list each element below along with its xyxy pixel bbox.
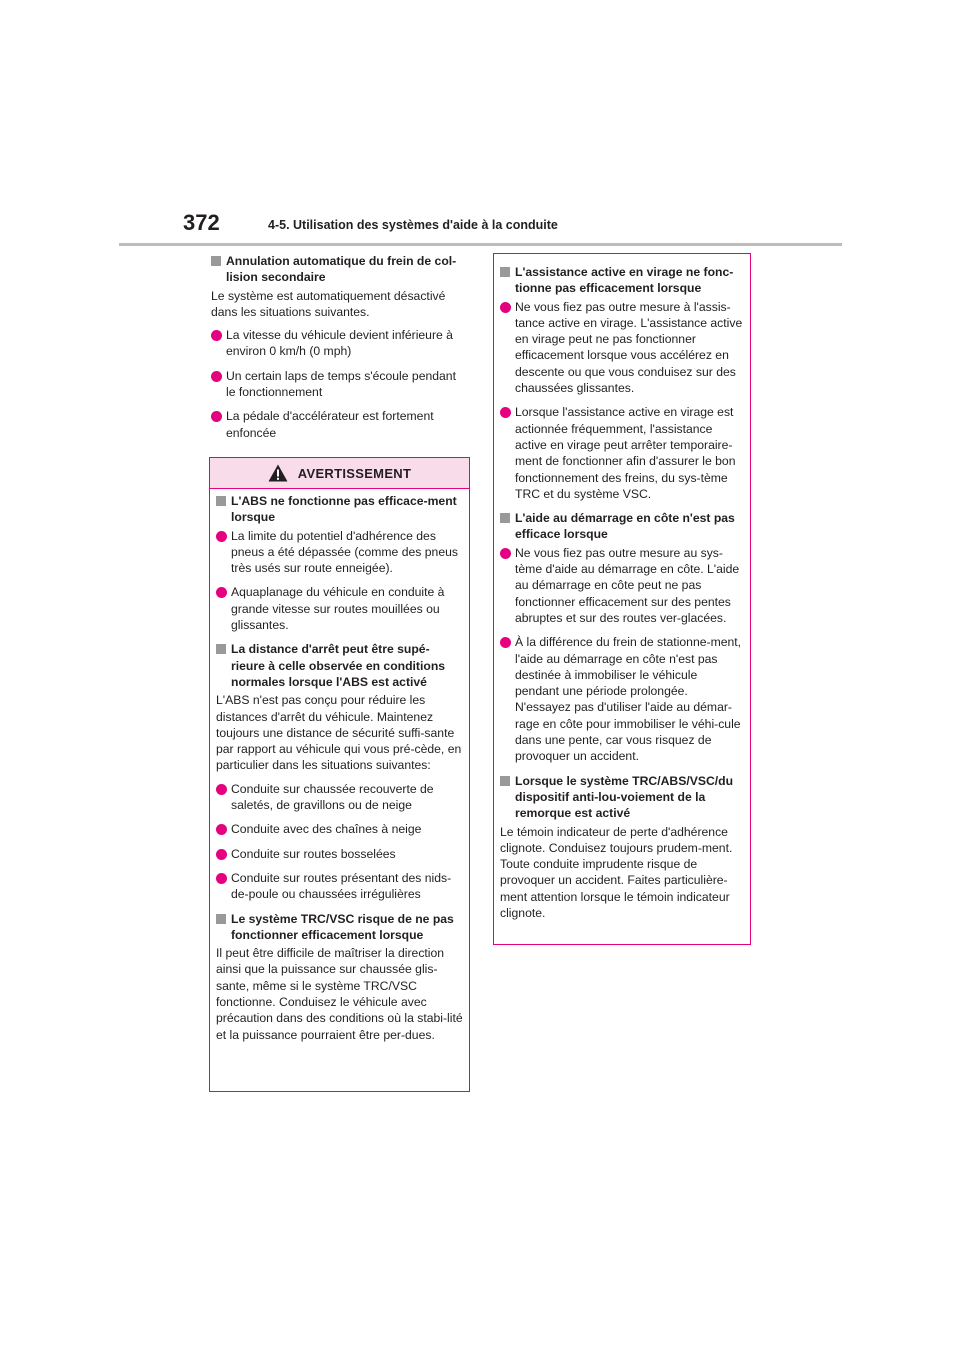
square-bullet-icon (216, 911, 231, 944)
section-heading: L'assistance active en virage ne fonc-tionne pas efficacement lorsque (500, 264, 744, 297)
list-item: Conduite sur routes présentant des nids-de-poule ou chaussées irrégulières (216, 870, 463, 903)
square-bullet-icon (216, 493, 231, 526)
circle-bullet-icon (216, 528, 231, 577)
paragraph: Il peut être difficile de maîtriser la direction ainsi que la puissance sur chaussée glis-sante, même si le système TRC/VSC fonctionne. Conduisez le véhicule avec précaution dans des conditions où la stabi-lité et la puissance pourraient être per-dues. (216, 946, 463, 1042)
paragraph: Le système est automatiquement désactivé dans les situations suivantes. (211, 288, 446, 319)
page-number: 372 (183, 210, 220, 235)
square-bullet-icon (500, 773, 515, 822)
circle-bullet-icon (211, 408, 226, 441)
list-item: Ne vous fiez pas outre mesure au sys-tème d'aide au démarrage en côte. L'aide au démarrage en côte peut ne pas fonctionner efficacement sur des pentes abruptes et sur des routes ver-glacées. (500, 545, 744, 626)
list-item: Aquaplanage du véhicule en conduite à grande vitesse sur routes mouillées ou glissantes. (216, 584, 463, 633)
square-bullet-icon (500, 264, 515, 297)
left-column (211, 253, 467, 449)
chapter-title: 4-5. Utilisation des systèmes d'aide à la conduite (268, 218, 558, 232)
square-bullet-icon (211, 253, 226, 286)
list-item: La vitesse du véhicule devient inférieure à environ 0 km/h (0 mph) (211, 327, 467, 360)
circle-bullet-icon (500, 299, 515, 397)
warning-box (209, 457, 470, 1092)
circle-bullet-icon (500, 634, 515, 764)
section-heading: La distance d'arrêt peut être supé-rieure à celle observée en conditions normales lorsque l'ABS est activé (216, 641, 463, 690)
section-heading: Annulation automatique du frein de col-lision secondaire (211, 253, 467, 286)
section-heading: Lorsque le système TRC/ABS/VSC/du dispositif anti-lou-voiement de la remorque est activé (500, 773, 744, 822)
section-heading: L'ABS ne fonctionne pas efficace-ment lorsque (216, 493, 463, 526)
circle-bullet-icon (216, 584, 231, 633)
paragraph: Le témoin indicateur de perte d'adhérence clignote. Conduisez toujours prudem-ment. Toute conduite imprudente risque de provoquer un accident. Faites particulière-ment attention lorsque le témoin indicateur clignote. (500, 824, 733, 920)
circle-bullet-icon (211, 327, 226, 360)
warning-box-continued (493, 253, 751, 945)
list-item: La pédale d'accélérateur est fortement enfoncée (211, 408, 467, 441)
circle-bullet-icon (216, 846, 231, 862)
list-item: Conduite avec des chaînes à neige (216, 821, 463, 837)
section-heading: Le système TRC/VSC risque de ne pas fonctionner efficacement lorsque (216, 911, 463, 944)
warning-title: AVERTISSEMENT (297, 465, 412, 481)
warning-triangle-icon (268, 464, 288, 482)
circle-bullet-icon (500, 404, 515, 502)
square-bullet-icon (500, 510, 515, 543)
circle-bullet-icon (500, 545, 515, 626)
list-item: Ne vous fiez pas outre mesure à l'assis-tance active en virage. L'assistance active en virage peut ne pas fonctionner efficacement lorsque vous accélérez en descente ou que vous conduisez sur des chaussées glissantes. (500, 299, 744, 397)
circle-bullet-icon (216, 821, 231, 837)
warning-body (210, 489, 469, 1043)
square-bullet-icon (216, 641, 231, 690)
list-item: Conduite sur routes bosselées (216, 846, 463, 862)
circle-bullet-icon (216, 870, 231, 903)
header-divider (119, 243, 842, 246)
warning-body (494, 254, 750, 921)
list-item: À la différence du frein de stationne-ment, l'aide au démarrage en côte n'est pas destinée à immobiliser le véhicule pendant une période prolongée. N'essayez pas d'utiliser l'aide au démar-rage en côte pour immobiliser le véhi-cule dans une pente, car vous risquez de provoquer un accident. (500, 634, 744, 764)
list-item: Un certain laps de temps s'écoule pendant le fonctionnement (211, 368, 467, 401)
warning-header (210, 458, 469, 489)
circle-bullet-icon (211, 368, 226, 401)
list-item: Conduite sur chaussée recouverte de saletés, de gravillons ou de neige (216, 781, 463, 814)
list-item: La limite du potentiel d'adhérence des pneus a été dépassée (comme des pneus très usés sur route enneigée). (216, 528, 463, 577)
section-heading: L'aide au démarrage en côte n'est pas efficace lorsque (500, 510, 744, 543)
paragraph: L'ABS n'est pas conçu pour réduire les distances d'arrêt du véhicule. Maintenez toujours une distance de sécurité suffi-sante par rapport au véhicule qui vous pré-cède, en particulier dans les situations suivantes: (216, 693, 462, 773)
circle-bullet-icon (216, 781, 231, 814)
list-item: Lorsque l'assistance active en virage est actionnée fréquemment, l'assistance active en virage peut arrêter temporaire-ment de fonctionner afin d'assurer le bon fonctionnement des freins, du sys-tème TRC et du système VSC. (500, 404, 744, 502)
